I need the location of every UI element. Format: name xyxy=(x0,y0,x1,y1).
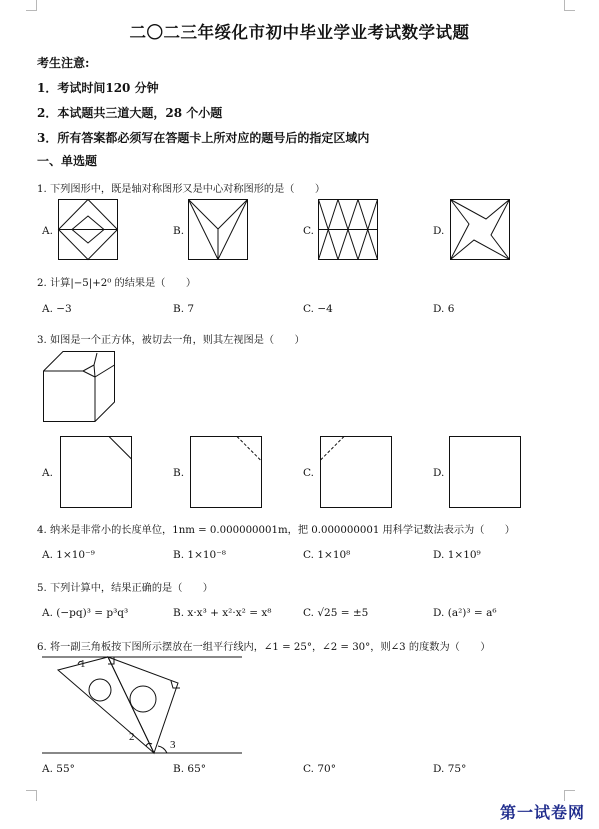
q3-option-a-label: A. xyxy=(42,467,53,479)
q3-option-c-figure xyxy=(320,436,392,508)
q1-option-d-figure xyxy=(450,199,510,261)
notice-heading: 考生注意: xyxy=(37,56,90,70)
q1-option-a-figure xyxy=(58,199,118,261)
page-title: 二〇二三年绥化市初中毕业学业考试数学试题 xyxy=(129,23,470,42)
q2-option-a: A. −3 xyxy=(42,303,72,315)
q3-option-a-figure xyxy=(60,436,132,508)
question-5-stem: 5. 下列计算中，结果正确的是（ ） xyxy=(37,583,213,594)
q3-cut-cube-figure xyxy=(43,351,115,423)
question-3-stem: 3. 如图是一个正方体，被切去一角，则其左视图是（ ） xyxy=(37,335,305,346)
q6-angle-2-label: 2 xyxy=(129,731,135,743)
q3-option-c-label: C. xyxy=(303,467,314,479)
q1-option-c-figure xyxy=(318,199,378,261)
q5-option-b: B. x·x³ + x²·x² = x⁸ xyxy=(173,607,272,619)
q5-option-d: D. (a²)³ = a⁶ xyxy=(433,607,497,619)
section-single-choice: 一、单选题 xyxy=(37,154,98,168)
q4-option-c: C. 1×10⁸ xyxy=(303,549,351,561)
q6-option-d: D. 75° xyxy=(433,763,467,775)
notice-item-3: 3．所有答案都必须写在答题卡上所对应的题号后的指定区域内 xyxy=(37,131,370,145)
question-4-stem: 4. 纳米是非常小的长度单位，1nm = 0.000000001m，把 0.000000001 用科学记数法表示为（ ） xyxy=(37,525,515,536)
q6-angle-3-label: 3 xyxy=(170,739,176,751)
q6-option-c: C. 70° xyxy=(303,763,336,775)
notice-item-2: 2．本试题共三道大题，28 个小题 xyxy=(37,106,223,120)
crop-mark-bottom-left xyxy=(26,790,37,801)
q1-option-b-figure xyxy=(188,199,248,261)
q4-option-a: A. 1×10⁻⁹ xyxy=(42,549,95,561)
notice-item-1: 1．考试时间120 分钟 xyxy=(37,81,159,95)
q5-option-c: C. √25 = ±5 xyxy=(303,607,369,619)
crop-mark-top-right xyxy=(564,0,575,11)
watermark-logo: 第一试卷网 xyxy=(499,803,585,822)
crop-mark-top-left xyxy=(26,0,37,11)
q2-option-b: B. 7 xyxy=(173,303,195,315)
q6-option-a: A. 55° xyxy=(42,763,75,775)
q4-option-d: D. 1×10⁹ xyxy=(433,549,481,561)
q1-option-a-label: A. xyxy=(42,225,53,237)
q1-option-d-label: D. xyxy=(433,225,445,237)
q3-option-d-label: D. xyxy=(433,467,445,479)
question-2-stem: 2. 计算|−5|+2⁰ 的结果是（ ） xyxy=(37,278,197,289)
question-6-stem: 6. 将一副三角板按下图所示摆放在一组平行线内，∠1 = 25°，∠2 = 30°，则∠3 的度数为（ ） xyxy=(37,642,491,653)
q2-option-d: D. 6 xyxy=(433,303,455,315)
q3-option-b-figure xyxy=(190,436,262,508)
q6-angle-1-label: 1 xyxy=(80,658,86,670)
q3-option-d-figure xyxy=(449,436,521,508)
q4-option-b: B. 1×10⁻⁸ xyxy=(173,549,226,561)
q5-option-a: A. (−pq)³ = p³q³ xyxy=(42,607,129,619)
question-1-stem: 1. 下列图形中，既是轴对称图形又是中心对称图形的是（ ） xyxy=(37,184,326,195)
q1-option-c-label: C. xyxy=(303,225,314,237)
q6-option-b: B. 65° xyxy=(173,763,207,775)
q6-triangle-rulers-figure xyxy=(42,652,242,756)
q3-option-b-label: B. xyxy=(173,467,185,479)
q2-option-c: C. −4 xyxy=(303,303,333,315)
q1-option-b-label: B. xyxy=(173,225,185,237)
